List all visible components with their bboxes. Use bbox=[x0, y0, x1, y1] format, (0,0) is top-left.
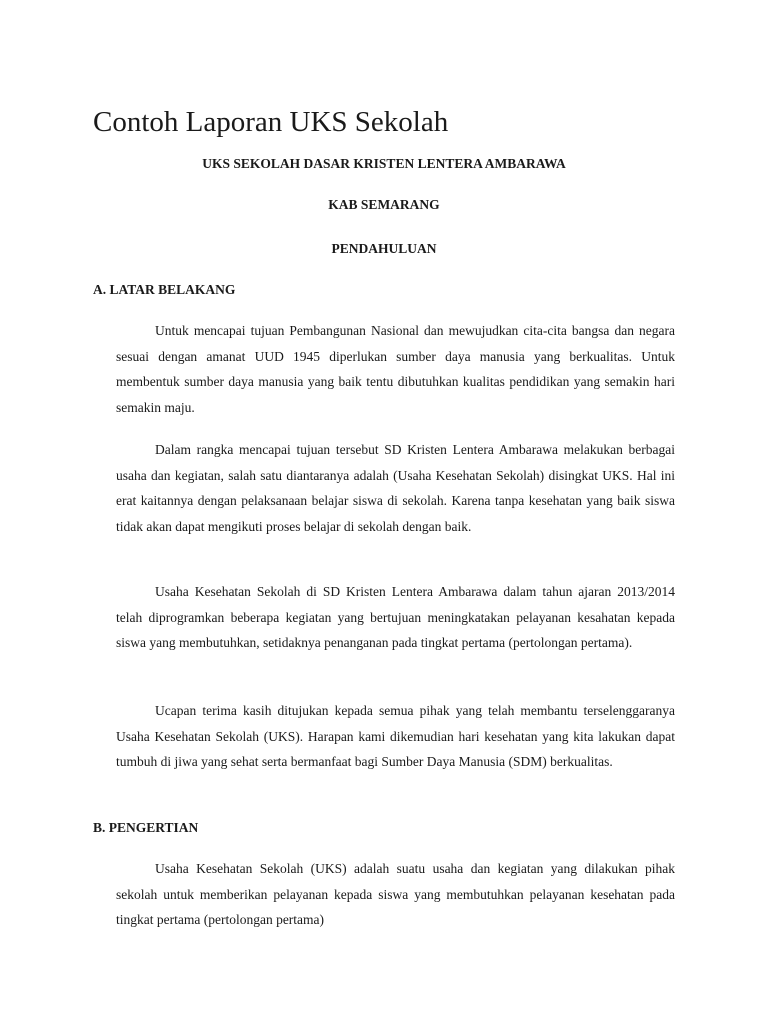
section-heading-pengertian: B. PENGERTIAN bbox=[93, 820, 199, 835]
section-heading-latar-belakang: A. LATAR BELAKANG bbox=[93, 282, 236, 297]
school-heading: UKS SEKOLAH DASAR KRISTEN LENTERA AMBARAWA bbox=[202, 156, 566, 171]
paragraph-latar-belakang-1: Untuk mencapai tujuan Pembangunan Nasional dan mewujudkan cita-cita bangsa dan negara sesuai dengan amanat UUD 1945 diperlukan sumber daya manusia yang berkualitas. Untuk membentuk sumber daya manusia yang baik tentu dibutuhkan kualitas pendidikan yang semakin hari semakin maju. bbox=[116, 323, 675, 415]
region-heading: KAB SEMARANG bbox=[328, 197, 440, 212]
paragraph-latar-belakang-4: Ucapan terima kasih ditujukan kepada semua pihak yang telah membantu terselenggaranya Usaha Kesehatan Sekolah (UKS). Harapan kami dikemudian hari kesehatan yang kita lakukan dapat tumbuh di jiwa yang sehat serta bermanfaat bagi Sumber Daya Manusia (SDM) berkualitas. bbox=[116, 703, 675, 770]
intro-heading: PENDAHULUAN bbox=[331, 241, 437, 256]
document-title: Contoh Laporan UKS Sekolah bbox=[93, 106, 449, 138]
paragraph-latar-belakang-3: Usaha Kesehatan Sekolah di SD Kristen Lentera Ambarawa dalam tahun ajaran 2013/2014 telah diprogramkan beberapa kegiatan yang bertujuan meningkatakan pelayanan kesahatan kepada siswa yang membutuhkan, setidaknya penanganan pada tingkat pertama (pertolongan pertama). bbox=[116, 584, 675, 651]
paragraph-pengertian-1: Usaha Kesehatan Sekolah (UKS) adalah suatu usaha dan kegiatan yang dilakukan pihak sekolah untuk memberikan pelayanan kepada siswa yang membutuhkan pelayanan kesehatan pada tingkat pertama (pertolongan pertama) bbox=[116, 861, 675, 928]
paragraph-latar-belakang-2: Dalam rangka mencapai tujuan tersebut SD Kristen Lentera Ambarawa melakukan berbagai usaha dan kegiatan, salah satu diantaranya adalah (Usaha Kesehatan Sekolah) disingkat UKS. Hal ini erat kaitannya dengan pelaksanaan belajar siswa di sekolah. Karena tanpa kesehatan yang baik siswa tidak akan dapat mengikuti proses belajar di sekolah dengan baik. bbox=[116, 442, 675, 534]
